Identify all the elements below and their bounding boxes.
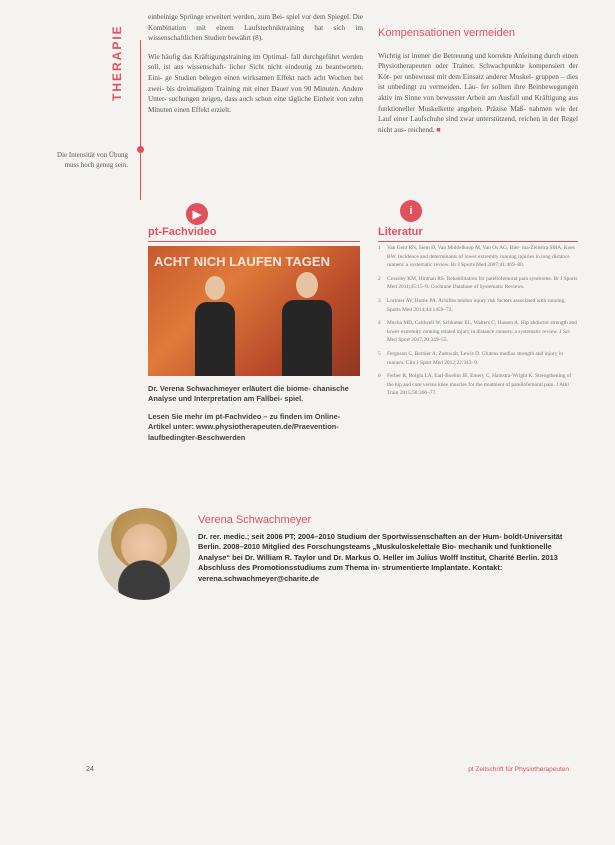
person-right	[276, 272, 336, 376]
video-caption	[148, 384, 360, 450]
info-icon: i	[400, 200, 422, 222]
margin-note: Die Intensität von Übung muss hoch genug sein.	[57, 151, 128, 169]
author-name: Verena Schwachmeyer	[198, 514, 312, 526]
kompensation-text: Wichtig ist immer die Betreuung und korrekte Anleitung durch einen Physiotherapeuten oder Trainer. Schwachpunkte kompensiert der Kör- per unbewusst mit dem Einsatz anderer Muskel- gruppen – dies ist unbedingt zu vermeiden. Läu- fer sollten ihre Beinbewegungen aktiv im Sinne von bewusster Arbeit am Ausfall und Kräftigung aus funktioneller Muskelkette angehen. Präzise Maß- nahmen wie der Lauf einer Laufschuhe sind zwar unterstützend, reichen in der Regel nicht aus- reichend. ■	[378, 51, 578, 134]
author-box	[98, 508, 588, 608]
body-paragraph: Wie häufig das Kräftigungstraining im Optimal- fall durchgeführt werden soll, ist aus wissenschaft- licher Sicht nicht eindeutig zu beantworten. Eini- ge Studien belegen einen wirksamen Effekt nach acht Wochen bei zwei- bis dreimaligem Training mit einer Dauer von 90 Minuten. Andere Unter- suchungen zeigen, dass auch schon eine tägliche Einheit von zehn Minuten einen Effekt erzielt.	[148, 52, 363, 114]
literature-item: 6 Ferber R, Bolgla LA, Earl-Boehm JE, Emery C, Hamstra-Wright K. Strengthening of the hip and core versus knee muscles for the treatment of patellofemoral pain. J Athl Train 2015;50:366–77.	[378, 373, 572, 397]
body-column-left	[148, 12, 363, 123]
video-more-link[interactable]: Lesen Sie mehr im pt-Fachvideo – zu finden im Online-Artikel unter: www.physiotherapeuten.de/Praevention- laufbedingter-Beschwerden	[148, 411, 341, 442]
literature-item: 2 Crossley KM, Hinman RS. Rehabilitation for patellofemoral pain syndrome. Br J Sports Med 2011;45:15–9. Cochrane Database of Systematic Reviews.	[378, 275, 578, 291]
literature-title: Literatur	[378, 226, 578, 242]
literature-item: 3 Lorimer AV, Hume PA. Achilles tendon injury risk factors associated with running. Sports Med 2014;44:1459–72.	[378, 297, 566, 313]
literature-item: 1 Van Gent RN, Siem D, Van Middelkoop M, Van Os AG, Bier- ma-Zeinstra SMA, Koes BW. Incidence and determinants of lower extremity running injuries in long distance runners: a systematic review. Br J Sports Med 2007;41:469–80.	[378, 245, 575, 269]
kompensation-heading: Kompensationen vermeiden	[378, 27, 515, 39]
page-number: 24	[86, 766, 94, 773]
video-caption-text: Dr. Verena Schwachmeyer erläutert die biome- chanische Analyse und Interpretation am Fallbei- spiel.	[148, 384, 349, 404]
body-column-right	[378, 28, 578, 135]
section-divider	[140, 40, 141, 200]
divider-dot	[137, 146, 144, 153]
literature-list	[378, 244, 578, 403]
section-tag: THERAPIE	[110, 24, 124, 102]
literature-item: 5 Ferguson C, Bernier A, Zumwalt, Lewis D. Gluteus medius strength and injury in runners. Clin J Sport Med 2012;22:343–9.	[378, 350, 563, 366]
end-mark-icon: ■	[436, 125, 441, 134]
literature-item: 4 Mucha MD, Caldwell W, Schlueter EL, Walters C, Hassen A. Hip abductor strength and lower extremity running related injury in distance runners: a systematic review. J Sci Med Sport 2017;20:349–55.	[378, 320, 577, 344]
author-portrait	[98, 508, 190, 600]
person-left	[190, 276, 240, 376]
magazine-name: pt Zeitschrift für Physiotherapeuten	[468, 766, 569, 773]
video-banner-text: ACHT NICH LAUFEN TAGEN	[154, 254, 330, 269]
video-block-title: pt-Fachvideo	[148, 226, 360, 242]
video-thumbnail[interactable]	[148, 246, 360, 376]
play-icon[interactable]: ▶	[186, 203, 208, 225]
author-bio: Dr. rer. medic.; seit 2006 PT; 2004–2010 Studium der Sportwissenschaften an der Hum- boldt-Universität Berlin. 2008–2010 Mitglied des Forschungsteams „Muskuloskelettale Bio- mechanik und funktionelle Analyse“ bei Dr. William R. Taylor und Dr. Markus O. Heller im Julius Wolff Institut, Charité Berlin. 2013 Abschluss des Promotionsstudiums zum Thema in- strumentierte Implantate. Kontakt: verena.schwachmeyer@charite.de	[198, 532, 563, 583]
body-paragraph: einbeinige Sprünge erweitert werden, zum Bei- spiel vor dem Spiegel. Die Kombination mit einem Laufstechniktraining hat sich im wissenschaftlichen Studien bewährt (8).	[148, 13, 363, 43]
